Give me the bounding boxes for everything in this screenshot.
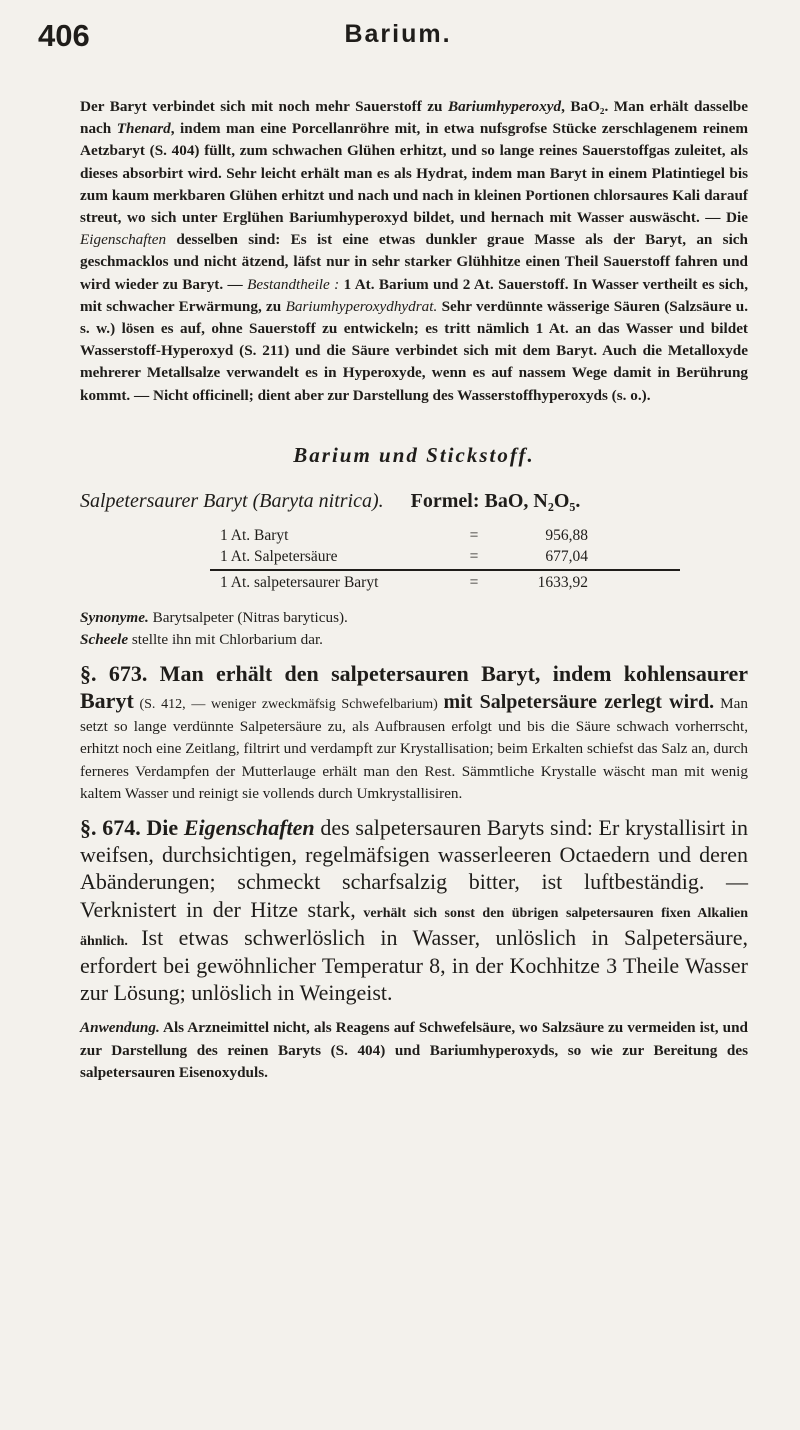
compound-name: Salpetersaurer Baryt (Baryta nitrica). [80,489,384,512]
anwendung-label: Anwendung. [80,1019,160,1037]
lead-term: Bariumhyperoxyd [447,98,562,115]
synonyms-paragraph [80,607,748,651]
table-total-row [220,572,700,593]
anwendung-text: Als Arzneimittel nicht, als Reagens auf Schwefelsäure, wo Salzsäure zu vermeiden ist, und zur Darstellung des reinen Baryts (S. 404) und Bariumhyperoxyds, so wie zur Bereitung des salpetersauren Eisenoxyduls. [80,1019,748,1081]
text-run: (S. 412, — weniger zweckmäfsig Schwefelbarium) [133,697,444,713]
text-run: Man setzt so lange verdünnte Salpetersäure zu, als Aufbrausen erfolgt und bis die Säure schwach vorherrscht, erhitzt noch eine Zeitlang, filtrirt und verdampft zur Krystallisation; beim Erkalten schiefst das Salz an, durch ferneres Verdampfen der Mutterlauge erhält man den Rest. Sämmtliche Krystalle wäscht man mit wenig kaltem Wasser und reinigt sie vollends durch Umkrystallisiren. [80,695,748,802]
composition-table [220,525,700,593]
section-number: §. 674. [80,815,141,841]
row-label: 1 At. Baryt [220,526,289,544]
table-row [220,546,700,567]
formula-label: Formel: [410,489,480,512]
table-row [220,525,700,546]
synonyms-text: Barytsalpeter (Nitras baryticus). [148,608,348,626]
paragraph-anwendung [80,1017,748,1084]
row-value: 956,88 [545,526,588,544]
text-run: Die [140,815,184,841]
text-run: , indem man eine Porcellanröhre mit, in etwa nufsgrofse Stücke zerschlagenem reinem Aetzbaryt (S. 404) füllt, zum schwachen Glühen erhitzt, und so lange reines Sauerstoffgas zuleitet, als dieses absorbirt wird. Sehr leicht erhält man es als Hydrat, indem man Baryt in einem Platintiegel bis zum kaum merkbaren Glühen erhitzt und nach und nach in kleinen Portionen chlorsaures Kali darauf streut, wo sich unter Erglühen Bariumhyperoxyd bildet, und hernach mit Wasser auswäscht. — Die [80,120,748,227]
term-hydrat: Bariumhyperoxydhydrat. [285,297,438,315]
paragraph-673 [80,661,748,805]
paragraph-hyperoxyd [80,96,748,407]
equals-sign: = [469,573,479,591]
lead-text: Der Baryt verbindet sich mit noch mehr Sauerstoff zu [80,98,448,115]
text-run: Sehr verdünnte wässerige Säuren (Salzsäure u. s. w.) lösen es auf, ohne Sauerstoff zu entwickeln; es tritt nämlich 1 At. an das Wasser und bildet Wasserstoff-Hyperoxyd (S. 211) und die Säure verbindet sich mit dem Baryt. Auch die Metalloxyde mehrerer Metallsalze verwandelt es in Hyperoxyde, wenn es auf nassem Wege damit in Berührung kommt. — Nicht officinell; dient aber zur Darstellung des Wasserstoffhyperoxyds (s. o.). [80,297,749,404]
formula-line [80,490,748,513]
term-bestandtheile: Bestandtheile : [247,275,340,293]
total-value: 1633,92 [537,573,588,591]
author-scheele: Scheele [80,630,129,648]
scheele-text: stellte ihn mit Chlorbarium dar. [128,630,323,648]
term-eigenschaften: Eigenschaften [183,815,315,841]
text-run: verhält sich sonst den übrigen salpetersauren fixen Alkalien ähnlich. [80,905,748,949]
page-number: 406 [38,18,90,53]
formula-value: BaO, N₂O₅. [484,489,581,512]
text-run: Ist etwas schwerlöslich in Wasser, unlöslich in Salpetersäure, erfordert bei gewöhnlicher Temperatur 8, in der Kochhitze 3 Theile Wasser zur Lösung; unlöslich in Weingeist. [80,924,748,1006]
text-run: mit Salpetersäure zerlegt wird. [443,691,715,714]
term-eigenschaften: Eigenschaften [80,231,167,249]
text-run: des salpetersauren Baryts sind: Er krystallisirt in weifsen, durchsichtigen, regelmäfsigen wasserleeren Octaedern und deren Abänderungen; schmeckt scharfsalzig bitter, ist luftbeständig. — Verknistert in der Hitze stark, [80,815,749,922]
page-header [38,18,740,52]
row-label: 1 At. Salpetersäure [220,547,338,565]
synonyms-label: Synonyme. [80,608,149,626]
row-value: 677,04 [545,547,588,565]
text-run: desselben sind: Es ist eine etwas dunkler graue Masse als der Baryt, an sich geschmacklos und nicht ätzend, läfst nur in sehr starker Glühhitze einen Theil Sauerstoff fahren und wird wieder zu Baryt. — [80,231,748,293]
section-number: §. 673. [80,660,148,686]
lead-end: , BaO₂. Man erhält dasselbe nach [80,98,748,138]
total-label: 1 At. salpetersaurer Baryt [220,573,379,591]
section-title: Barium und Stickstoff. [293,442,535,467]
text-run: 1 At. Barium und 2 At. Sauerstoff. In Wasser vertheilt es sich, mit schwacher Erwärmung, zu [80,275,748,315]
equals-sign: = [469,526,479,544]
paragraph-674 [80,815,748,1007]
sum-rule [210,569,680,571]
author-thenard: Thenard [116,120,171,138]
running-title: Barium. [344,20,452,48]
equals-sign: = [469,547,479,565]
text-run: Man erhält den salpetersauren Baryt, indem kohlensaurer Baryt [80,660,749,714]
body-text [80,96,748,1084]
